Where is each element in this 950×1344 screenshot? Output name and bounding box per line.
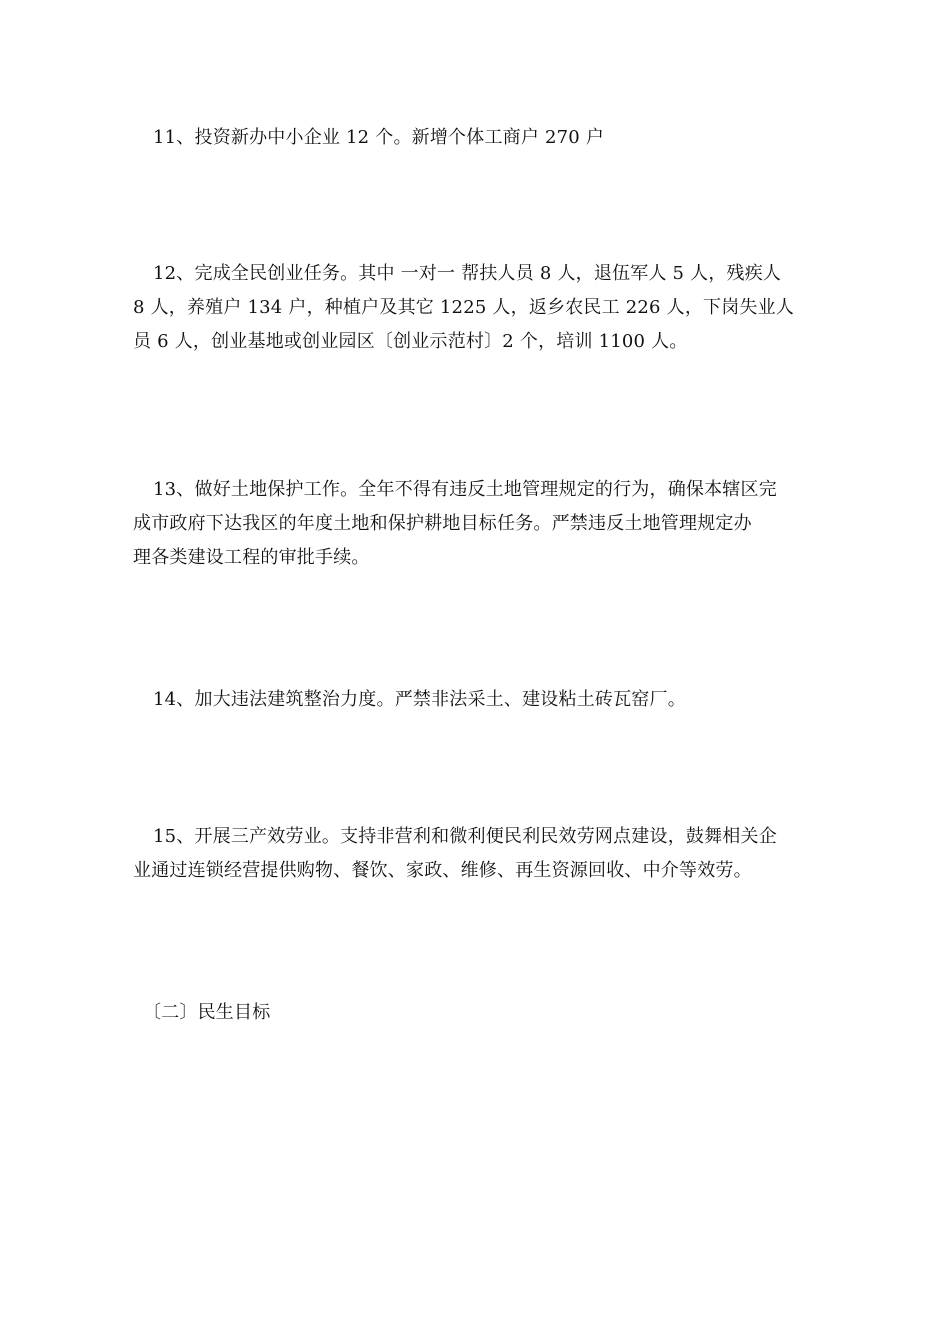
paragraph-item-12 [133, 257, 808, 359]
paragraph-item-14 [143, 683, 808, 717]
paragraph-line: 成市政府下达我区的年度土地和保护耕地目标任务。严禁违反土地管理规定办 [133, 513, 752, 534]
paragraph-line: 13、做好土地保护工作。全年不得有违反土地管理规定的行为，确保本辖区完 [153, 479, 777, 500]
paragraph-line: 8 人，养殖户 134 户，种植户及其它 1225 人，返乡农民工 226 人，下岗失业人 [133, 297, 795, 318]
paragraph-line: 14、加大违法建筑整治力度。严禁非法采土、建设粘土砖瓦窑厂。 [153, 689, 686, 710]
paragraph-item-15 [133, 820, 808, 888]
paragraph-line: 理各类建设工程的审批手续。 [133, 547, 370, 568]
section-heading [143, 996, 808, 1030]
paragraph-line: 15、开展三产效劳业。支持非营利和微利便民利民效劳网点建设，鼓舞相关企 [153, 826, 777, 847]
paragraph-line: 员 6 人，创业基地或创业园区〔创业示范村〕2 个，培训 1100 人。 [133, 331, 688, 352]
paragraph-item-11 [143, 121, 808, 155]
paragraph-line: 业通过连锁经营提供购物、餐饮、家政、维修、再生资源回收、中介等效劳。 [133, 860, 752, 881]
paragraph-line: 12、完成全民创业任务。其中 一对一 帮扶人员 8 人，退伍军人 5 人，残疾人 [153, 263, 782, 284]
paragraph-item-13 [133, 473, 808, 575]
paragraph-line: 11、投资新办中小企业 12 个。新增个体工商户 270 户 [153, 127, 605, 148]
section-heading-text: 〔二〕民生目标 [143, 1002, 271, 1023]
